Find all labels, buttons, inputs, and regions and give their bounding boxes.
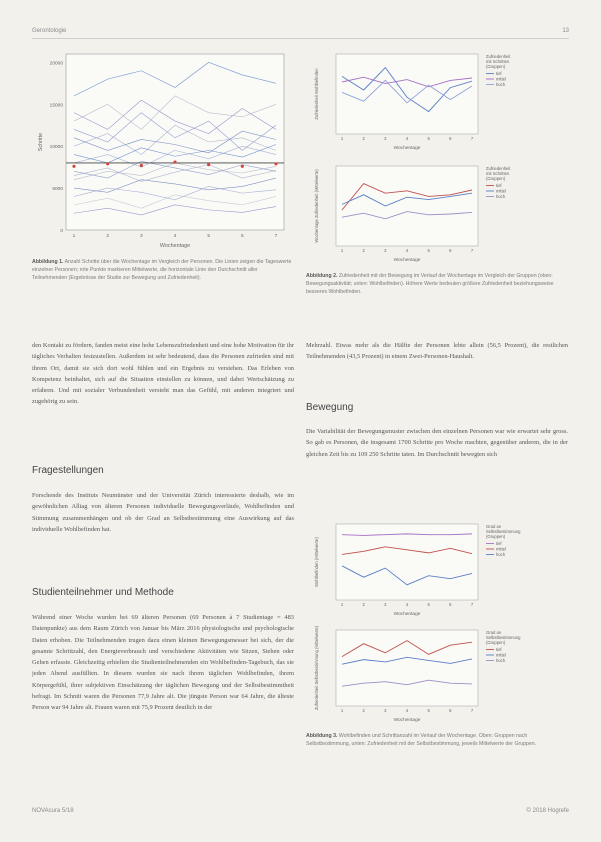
fig2-top-xtick-label: 5: [427, 136, 430, 141]
figure-1-chart: [32, 46, 294, 254]
fig2-top-legend-label: mittel: [496, 76, 507, 82]
fig1-mean-point: [72, 165, 75, 168]
fig2-top-xtick-label: 4: [405, 136, 409, 141]
fig1-xtick-label: 4: [173, 234, 177, 239]
fig3-bottom-legend-title: Grad an Selbstbestimmung (Gruppen): [486, 630, 521, 645]
heading-bewegung: Bewegung: [306, 402, 354, 413]
fig2-top-xtick-label: 6: [449, 136, 452, 141]
footer-left: NOVAcura 5/18: [32, 808, 74, 814]
fig3-bottom-plot-area: [336, 630, 478, 706]
running-header: Gerontologie: [32, 28, 67, 34]
fig2-bottom-legend-title: Zufriedenheit mit Schritten (Gruppen): [486, 166, 511, 181]
fig3-bottom-ylabel: Zufriedenheit Selbstbestimmung (Mittelwerte): [314, 625, 319, 711]
figure-3-caption: [306, 732, 568, 748]
fig2-top-legend-title: Zufriedenheit mit Schritten (Gruppen): [486, 54, 511, 69]
fig3-top-xtick-label: 5: [427, 602, 430, 607]
figure-1-caption-text: Anzahl Schritte über die Wochentage im Vergleich der Personen. Die Linien zeigen die Tageswerte einzelner Personen; rote Punkte markieren Mittelwerte, die horizontale Linie den Durchschnitt aller Teilnehmenden (Ergebnisse der Studie zur Bewegung und Zufriedenheit).: [32, 259, 292, 281]
figure-3-bottom-chart: [306, 624, 568, 728]
fig1-xtick-label: 5: [207, 234, 211, 239]
fig2-bottom-plot-area: [336, 166, 478, 246]
fig2-top-xtick-label: 7: [470, 136, 474, 141]
fig2-top-plot-area: [336, 54, 478, 134]
figure-3-caption-text: Wohlbefinden und Schrittanzahl im Verlauf der Wochentage. Oben: Gruppen nach Selbstbestimmung, unten: Zufriedenheit mit der Selbstbestimmung, jeweils Mittelwerte der Gruppen.: [306, 733, 537, 747]
left-paragraph-3: Während einer Woche wurden bei 69 älteren Personen (69 Personen à 7 Studientage = 483 Datenpunkte) aus dem Raum Zürich von Januar bis März 2016 physiologische und psychologische Daten erhoben. Die Teilnehmenden trugen dazu einen kleinen Bewegungsmesser bei sich, der die gesamte Schrittzahl, den Energieverbrauch und verschiedene Aktivitäten wie Sitzen, Stehen oder Gehen erfasste. Gleichzeitig erhielten die Studienteilnehmenden ein Wohlbefinden-Tagebuch, das sie jeden Abend ausfüllten. In diesem wurden sie nach ihrem täglichen Wohlbefinden, ihrem Körpergefühl, ihrer subjektiven Einschätzung der täglichen Bewegung und der Selbstbestimmtheit befragt. Im Schnitt waren die Personen 77,9 Jahre alt. Die jüngste Person war 64 Jahre, die älteste Person war 94 Jahre alt. Frauen waren mit 75,9 Prozent deutlich in der: [32, 614, 294, 712]
fig1-mean-point: [106, 162, 109, 165]
fig3-top-xtick-label: 2: [362, 602, 365, 607]
fig1-ytick-label: 5000: [52, 187, 63, 193]
fig2-bottom-xtick-label: 1: [340, 248, 344, 253]
figure-2-top-chart: [306, 48, 568, 156]
fig2-bottom-ylabel: Wochentage Zufriedenheit (Mittelwerte): [314, 169, 319, 243]
fig2-bottom-xlabel: Wochentage: [393, 258, 421, 263]
fig2-top-legend-label: tief: [496, 71, 502, 76]
fig2-bottom-xtick-label: 3: [384, 248, 387, 253]
fig3-top-legend-label: mittel: [496, 546, 507, 552]
fig3-bottom-xtick-label: 6: [449, 708, 452, 713]
fig3-bottom-xtick-label: 2: [362, 708, 365, 713]
fig2-bottom-xtick-label: 7: [470, 248, 474, 253]
fig1-ytick-label: 10000: [49, 145, 63, 151]
fig3-top-xtick-label: 4: [405, 602, 409, 607]
right-paragraph-1: Mehrzahl. Etwas mehr als die Hälfte der Personen lebte allein (56,5 Prozent), die restlichen Teilnehmenden (43,5 Prozent) in einem Zwei-Personen-Haushalt.: [306, 342, 568, 361]
fig2-top-legend-label: hoch: [496, 82, 506, 87]
page-number: 13: [562, 28, 569, 34]
fig3-bottom-xtick-label: 1: [340, 708, 344, 713]
fig3-top-xtick-label: 6: [449, 602, 452, 607]
fig2-bottom-legend-label: tief: [496, 183, 502, 188]
fig1-mean-point: [140, 164, 143, 167]
figure-2-bottom-chart: [306, 160, 568, 268]
fig1-xlabel: Wochentage: [159, 243, 191, 249]
fig2-top-xlabel: Wochentage: [393, 146, 421, 151]
fig3-top-legend-label: tief: [496, 541, 502, 546]
fig3-top-legend-title: Grad an Selbstbestimmung (Gruppen): [486, 524, 521, 539]
fig1-xtick-label: 6: [240, 234, 244, 239]
heading-fragestellungen: Fragestellungen: [32, 465, 104, 476]
figure-3-caption-label: Abbildung 3.: [306, 733, 338, 739]
figure-1: [32, 46, 294, 254]
figure-2-top: [306, 48, 568, 156]
figure-2-caption: [306, 272, 568, 296]
fig1-mean-point: [173, 161, 176, 164]
fig3-bottom-legend-label: mittel: [496, 652, 507, 658]
fig1-plot-area: [66, 54, 284, 230]
figure-1-caption: [32, 258, 294, 282]
left-paragraph-2: Forschende des Instituts Neumünster und der Universität Zürich interessierte deshalb, wie im gewöhnlichen Alltag von älteren Personen individuelle Bewegungsverläufe, Wohlbefinden und Stimmung zusammenhängen und ob der Grad an Selbstbestimmung eine Auswirkung auf das individuelle Wohlbefinden hat.: [32, 492, 294, 533]
right-paragraph-2: Die Variabilität der Bewegungsmuster zwischen den einzelnen Personen war wie erwartet sehr gross. So gab es Personen, die insgesamt 1700 Schritte pro Woche machten, gegenüber anderen, die in der gleichen Zeit bis zu 109 250 Schritte taten. Im Durchschnitt bewegten sich: [306, 428, 568, 458]
fig1-mean-point: [207, 163, 210, 166]
figure-3-top: [306, 518, 568, 622]
fig2-bottom-xtick-label: 4: [405, 248, 409, 253]
fig1-xtick-label: 1: [72, 234, 76, 239]
fig1-ytick-label: 0: [60, 229, 63, 234]
fig3-top-xtick-label: 3: [384, 602, 387, 607]
fig2-top-ylabel: Zufriedenheit Wohlbefinden: [314, 68, 319, 120]
fig2-bottom-legend-label: hoch: [496, 194, 506, 199]
fig3-top-xlabel: Wochentage: [393, 612, 421, 617]
fig3-bottom-xlabel: Wochentage: [393, 718, 421, 723]
fig3-top-ylabel: Wohlbefinden (Mittelwerte): [314, 537, 319, 587]
fig3-top-legend-label: hoch: [496, 552, 506, 557]
fig2-top-xtick-label: 2: [362, 136, 365, 141]
figure-2-caption-text: Zufriedenheit mit der Bewegung im Verlauf der Wochentage im Vergleich der Gruppen (oben: Bewegungsaktivität; unten: Wohlbefinden). Höhere Werte bedeuten größere Zufriedenheit beziehungsweise besseres Wohlbefinden.: [306, 273, 554, 295]
fig2-bottom-xtick-label: 5: [427, 248, 430, 253]
figure-1-caption-label: Abbildung 1.: [32, 259, 64, 265]
fig3-bottom-xtick-label: 4: [405, 708, 409, 713]
fig2-bottom-xtick-label: 2: [362, 248, 365, 253]
fig3-bottom-legend-label: tief: [496, 647, 502, 652]
fig1-ytick-label: 15000: [49, 103, 63, 109]
heading-studienteilnehmer: Studienteilnehmer und Methode: [32, 587, 174, 598]
fig3-bottom-legend-label: hoch: [496, 658, 506, 663]
fig1-mean-point: [274, 162, 277, 165]
fig2-top-xtick-label: 1: [340, 136, 344, 141]
fig2-bottom-xtick-label: 6: [449, 248, 452, 253]
fig1-ylabel: Schritte: [38, 132, 44, 152]
fig3-bottom-xtick-label: 7: [470, 708, 474, 713]
fig2-top-xtick-label: 3: [384, 136, 387, 141]
fig1-ytick-label: 20000: [49, 61, 63, 67]
fig1-mean-point: [241, 165, 244, 168]
fig3-bottom-xtick-label: 3: [384, 708, 387, 713]
fig3-top-xtick-label: 7: [470, 602, 474, 607]
fig1-xtick-label: 3: [139, 234, 143, 239]
footer-right: © 2018 Hogrefe: [526, 808, 569, 814]
fig2-bottom-legend-label: mittel: [496, 188, 507, 194]
figure-2-caption-label: Abbildung 2.: [306, 273, 338, 279]
figure-2-bottom: [306, 160, 568, 268]
fig3-bottom-xtick-label: 5: [427, 708, 430, 713]
left-paragraph-1: den Kontakt zu fördern, fanden meist eine hohe Lebenszufriedenheit und eine hohe Motivation für ihr tägliches Verhalten festzustellen. Außerdem ist sehr bedeutend, dass die Personen zufrieden sind mit ihrem Ort, damit sie sich dort wohl fühlen und ein Ergebnis zu verstehen. Das Erleben von Kompetenz beinhaltet, sich auf die Situation einstellen zu können, und dabei Wertschätzung zu erfahren. Und mit sozialer Verbundenheit versteht man das Gefühl, mit anderen integriert und zugehörig zu sein.: [32, 342, 294, 406]
figure-3-top-chart: [306, 518, 568, 622]
fig3-top-xtick-label: 1: [340, 602, 344, 607]
fig1-xtick-label: 2: [106, 234, 110, 239]
figure-3-bottom: [306, 624, 568, 728]
fig1-xtick-label: 7: [274, 234, 278, 239]
header-rule: [32, 38, 569, 39]
